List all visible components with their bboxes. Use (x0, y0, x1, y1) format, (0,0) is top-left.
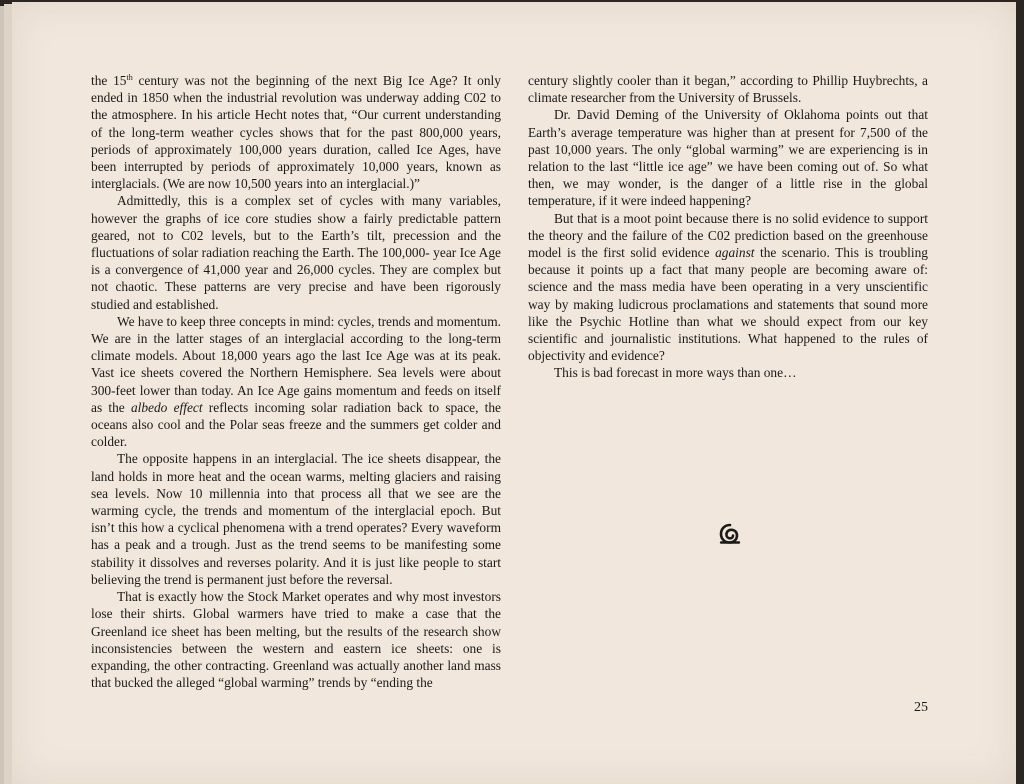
paragraph: Admittedly, this is a complex set of cycles with many variables, however the graphs of ice core studies show a fairly predictable pattern geared, not to C02 levels, but to the Earth’s tilt, precession and the fluctuations of solar radiation reaching the Earth. The 100,000- year Ice Age is a convergence of 41,000 year and 26,000 cycles. They are complex but not chaotic. These patterns are very precise and have been rigorously studied and established. (91, 193, 501, 312)
paragraph: That is exactly how the Stock Market operates and why most investors lose their shirts. Global warmers have tried to make a case that the Greenland ice sheet has been melting, but the results of the research show inconsistencies between the western and eastern ice sheets: one is expanding, the other contracting. Greenland was actually another land mass that bucked the alleged “global warming” trends by “ending the (91, 589, 501, 691)
paragraph: The opposite happens in an interglacial. The ice sheets disappear, the land holds in more heat and the ocean warms, melting glaciers and raising sea levels. Now 10 millennia into that process all that we see are the warming cycle, the trends and momentum of the interglacial epoch. But isn’t this how a cyclical phenomena with a trend operates? Every waveform has a peak and a trough. Just as the trend seems to be manifesting some stability it dissolves and reverses polarity. And it is just like people to start believing the trend is permanent just before the reversal. (91, 451, 501, 587)
paragraph: We have to keep three concepts in mind: cycles, trends and momentum. We are in the latter stages of an interglacial according to the long-term climate models. About 18,000 years ago the last Ice Age was at its peak. Vast ice sheets covered the Northern Hemisphere. Sea levels were about 300-feet lower than today. An Ice Age gains momentum and feeds on itself as the albedo effect reflects incoming solar radiation back to space, the oceans also cool and the Polar seas freeze and the summers get colder and colder. (91, 313, 501, 450)
paragraph: But that is a moot point because there is no solid evidence to support the theory and the failure of the C02 prediction based on the greenhouse model is the first solid evidence against the scenario. This is troubling because it points up a fact that many people are becoming aware of: science and the mass media have been operating in a very unscientific way by making ludicrous proclamations and statements that sound more like the Psychic Hotline than what we should expect from our key scientific and journalistic institutions. What happened to the rules of objectivity and evidence? (528, 210, 928, 364)
emphasis-text: albedo effect (130, 399, 203, 415)
book-page (12, 2, 1016, 784)
paragraph: the 15th century was not the beginning of the next Big Ice Age? It only ended in 1850 when the industrial revolution was underway adding C02 to the atmosphere. In his article Hecht notes that, “Our current understanding of the long-term weather cycles shows that for the past 800,000 years, periods of approximately 100,000 years duration, called Ice Ages, have been interrupted by periods of approximately 10,000 years, known as interglacials. (We are now 10,500 years into an interglacial.)” (91, 73, 501, 192)
paragraph: Dr. David Deming of the University of Oklahoma points out that Earth’s average temperature was higher than at present for 7,500 of the past 10,000 years. The only “global warming” we are experiencing is in relation to the last “little ice age” we have been coming out of. So what then, we may wonder, is the danger of a little rise in the global temperature, if it were indeed happening? (528, 107, 928, 209)
emphasis-text: against (715, 245, 755, 261)
paragraph: century slightly cooler than it began,” according to Phillip Huybrechts, a climate researcher from the University of Brussels. (528, 73, 928, 106)
page-number: 25 (914, 700, 928, 715)
spiral-logo-icon (718, 522, 742, 546)
left-text-column (91, 72, 501, 691)
paragraph: This is bad forecast in more ways than one… (554, 365, 797, 381)
right-text-column (528, 72, 928, 382)
